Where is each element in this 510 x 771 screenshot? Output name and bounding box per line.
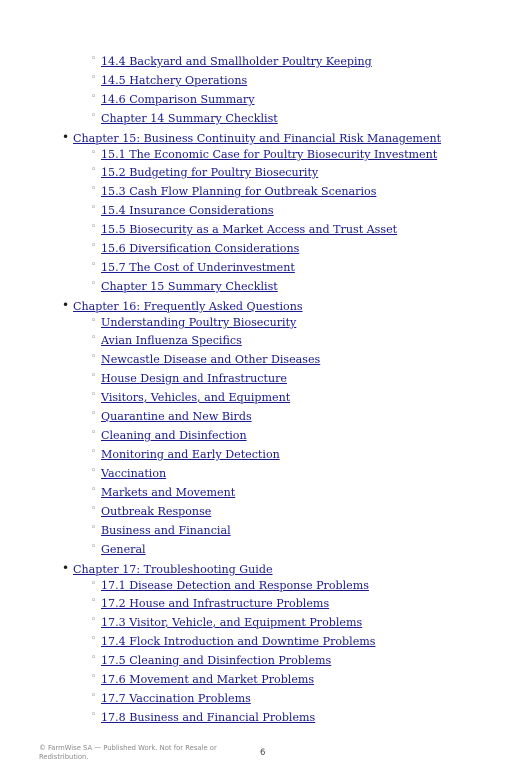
toc-item [101,538,510,557]
toc-link-17-7[interactable]: 17.7 Vaccination Problems [101,692,251,705]
toc-item [101,481,510,500]
toc-item [101,668,510,687]
toc-item [101,50,510,69]
toc-item [101,386,510,405]
toc-link-faq-cleaning[interactable]: Cleaning and Disinfection [101,429,247,442]
toc-item [101,462,510,481]
toc-item [101,348,510,367]
toc-item [101,161,510,180]
toc-item [101,519,510,538]
toc-chapter-row [73,560,510,576]
toc-link-faq-avian-influenza[interactable]: Avian Influenza Specifics [101,334,242,347]
toc-link-17-1[interactable]: 17.1 Disease Detection and Response Problems [101,579,369,592]
toc-item [101,611,510,630]
toc-link-faq-business[interactable]: Business and Financial [101,524,231,537]
toc-item [101,256,510,275]
toc-item [101,576,510,592]
toc-chapter-row [73,297,510,313]
toc-link-17-3[interactable]: 17.3 Visitor, Vehicle, and Equipment Problems [101,616,363,629]
toc-item [101,649,510,668]
toc-item [101,443,510,462]
toc-link-faq-understanding[interactable]: Understanding Poultry Biosecurity [101,316,297,329]
toc-link-faq-vaccination[interactable]: Vaccination [101,467,167,480]
toc-item [101,275,510,294]
toc-link-faq-outbreak[interactable]: Outbreak Response [101,505,212,518]
ch16-subsection-list [101,313,510,557]
toc-link-faq-general[interactable]: General [101,543,146,556]
toc-link-chapter-15[interactable]: Chapter 15: Business Continuity and Financial Risk Management [73,132,442,145]
toc-item [101,405,510,424]
toc-link-chapter-16[interactable]: Chapter 16: Frequently Asked Questions [73,300,303,313]
toc-item [101,329,510,348]
toc-link-14-6[interactable]: 14.6 Comparison Summary [101,93,255,106]
ch15-subsection-list [101,145,510,294]
toc-item [101,69,510,88]
footer-copyright: © FarmWise SA — Published Work. Not for Resale or Redistribution. [39,744,217,761]
page-number: 6 [260,748,266,758]
toc-link-17-4[interactable]: 17.4 Flock Introduction and Downtime Problems [101,635,376,648]
ch17-subsection-list [101,576,510,725]
toc-link-15-6[interactable]: 15.6 Diversification Considerations [101,242,300,255]
toc-item [101,367,510,386]
toc-item [101,630,510,649]
toc-link-15-4[interactable]: 15.4 Insurance Considerations [101,204,274,217]
toc-link-15-1[interactable]: 15.1 The Economic Case for Poultry Biosecurity Investment [101,148,438,161]
toc-link-faq-quarantine[interactable]: Quarantine and New Birds [101,410,252,423]
toc-item [101,687,510,706]
toc-link-17-6[interactable]: 17.6 Movement and Market Problems [101,673,315,686]
toc-link-15-2[interactable]: 15.2 Budgeting for Poultry Biosecurity [101,166,319,179]
toc-item [101,592,510,611]
toc-item [101,500,510,519]
toc-link-15-5[interactable]: 15.5 Biosecurity as a Market Access and Trust Asset [101,223,398,236]
toc-link-14-4[interactable]: 14.4 Backyard and Smallholder Poultry Keeping [101,55,372,68]
table-of-contents [0,50,510,725]
toc-link-17-5[interactable]: 17.5 Cleaning and Disinfection Problems [101,654,332,667]
toc-item [101,107,510,126]
toc-link-15-7[interactable]: 15.7 The Cost of Underinvestment [101,261,295,274]
toc-item [101,145,510,161]
toc-chapter-row [73,129,510,145]
toc-item [101,218,510,237]
toc-item [101,313,510,329]
toc-item [101,237,510,256]
toc-link-faq-house-design[interactable]: House Design and Infrastructure [101,372,287,385]
toc-item [101,706,510,725]
toc-link-14-5[interactable]: 14.5 Hatchery Operations [101,74,248,87]
toc-link-17-2[interactable]: 17.2 House and Infrastructure Problems [101,597,330,610]
toc-link-faq-newcastle[interactable]: Newcastle Disease and Other Diseases [101,353,321,366]
toc-item [101,88,510,107]
toc-chapter-17 [0,560,510,725]
toc-item [101,180,510,199]
toc-chapter-15 [0,129,510,294]
toc-chapter-16 [0,297,510,557]
toc-link-chapter-17[interactable]: Chapter 17: Troubleshooting Guide [73,563,273,576]
toc-link-ch15-checklist[interactable]: Chapter 15 Summary Checklist [101,280,278,293]
toc-link-faq-markets[interactable]: Markets and Movement [101,486,236,499]
toc-link-faq-visitors[interactable]: Visitors, Vehicles, and Equipment [101,391,291,404]
toc-link-15-3[interactable]: 15.3 Cash Flow Planning for Outbreak Scenarios [101,185,377,198]
ch14-subsection-list [101,50,510,126]
toc-link-ch14-checklist[interactable]: Chapter 14 Summary Checklist [101,112,278,125]
toc-link-faq-monitoring[interactable]: Monitoring and Early Detection [101,448,280,461]
toc-link-17-8[interactable]: 17.8 Business and Financial Problems [101,711,316,724]
toc-item [101,199,510,218]
toc-item [101,424,510,443]
